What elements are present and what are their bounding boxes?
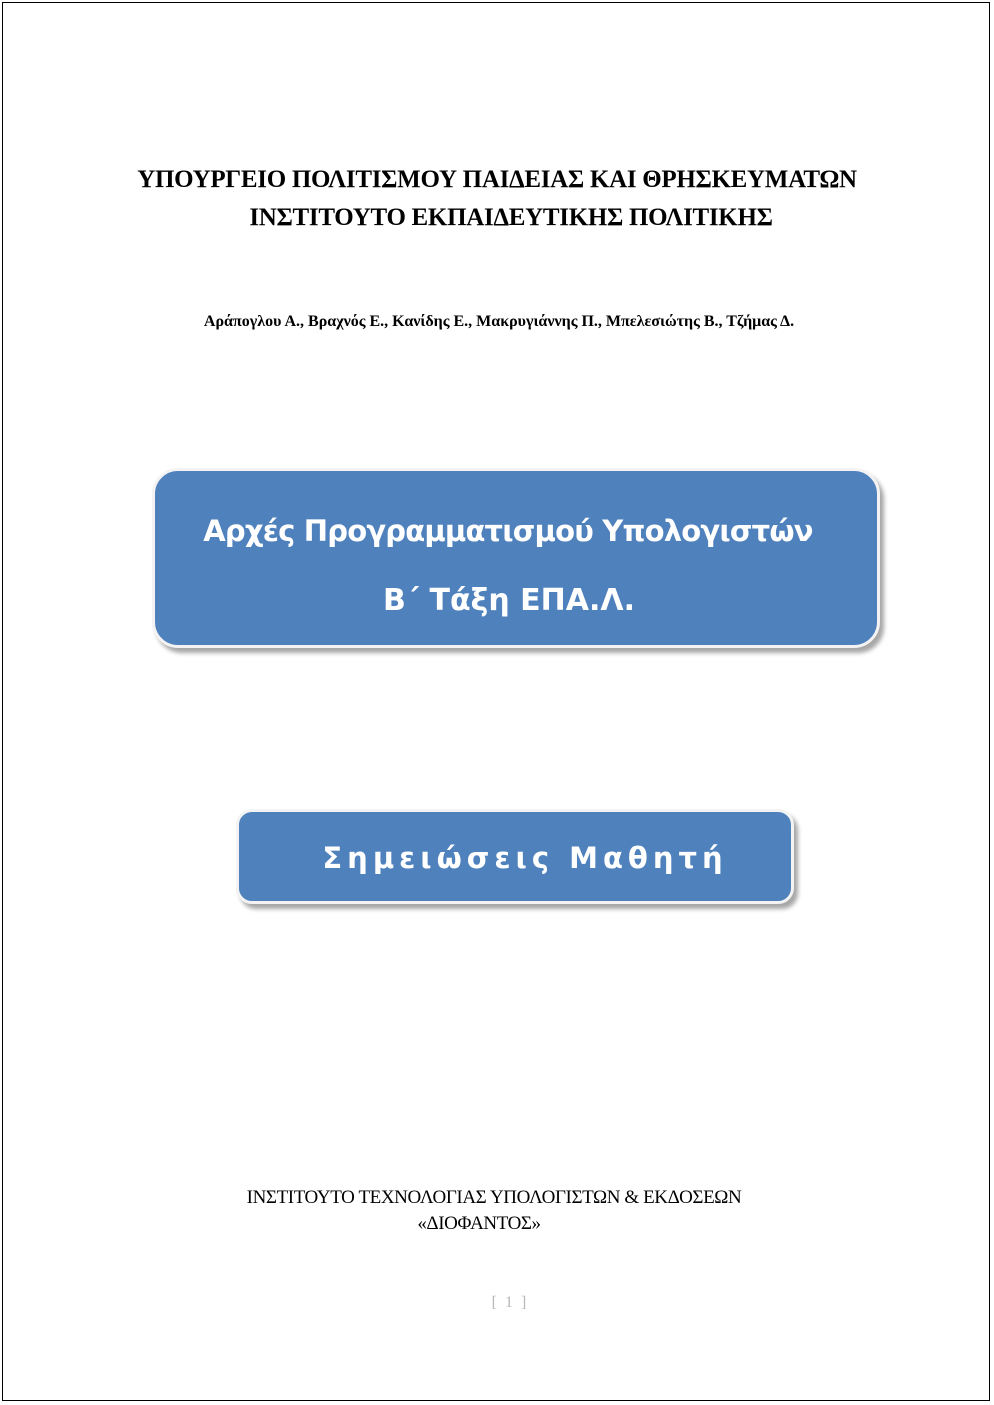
title-banner <box>152 468 880 648</box>
publisher-imprint: «ΔΙΟΦΑΝΤΟΣ» <box>417 1213 541 1234</box>
authors-line: Αράπογλου Α., Βραχνός Ε., Κανίδης Ε., Μακρυγιάννης Π., Μπελεσιώτης Β., Τζήμας Δ. <box>203 313 795 330</box>
institute-heading: ΙΝΣΤΙΤΟΥΤΟ ΕΚΠΑΙΔΕΥΤΙΚΗΣ ΠΟΛΙΤΙΚΗΣ <box>249 204 773 231</box>
publisher-name: ΙΝΣΤΙΤΟΥΤΟ ΤΕΧΝΟΛΟΓΙΑΣ ΥΠΟΛΟΓΙΣΤΩΝ & ΕΚΔΟΣΕΩΝ <box>246 1187 742 1208</box>
notes-banner <box>236 809 794 904</box>
notes-label: Σημειώσεις Μαθητή <box>322 841 728 875</box>
page-number: [ 1 ] <box>491 1294 529 1311</box>
document-title: Αρχές Προγραμματισμού Υπολογιστών <box>203 514 813 548</box>
class-level: Β΄ Τάξη ΕΠΑ.Λ. <box>383 583 635 618</box>
ministry-heading: ΥΠΟΥΡΓΕΙΟ ΠΟΛΙΤΙΣΜΟΥ ΠΑΙΔΕΙΑΣ ΚΑΙ ΘΡΗΣΚΕΥΜΑΤΩΝ <box>137 166 857 193</box>
